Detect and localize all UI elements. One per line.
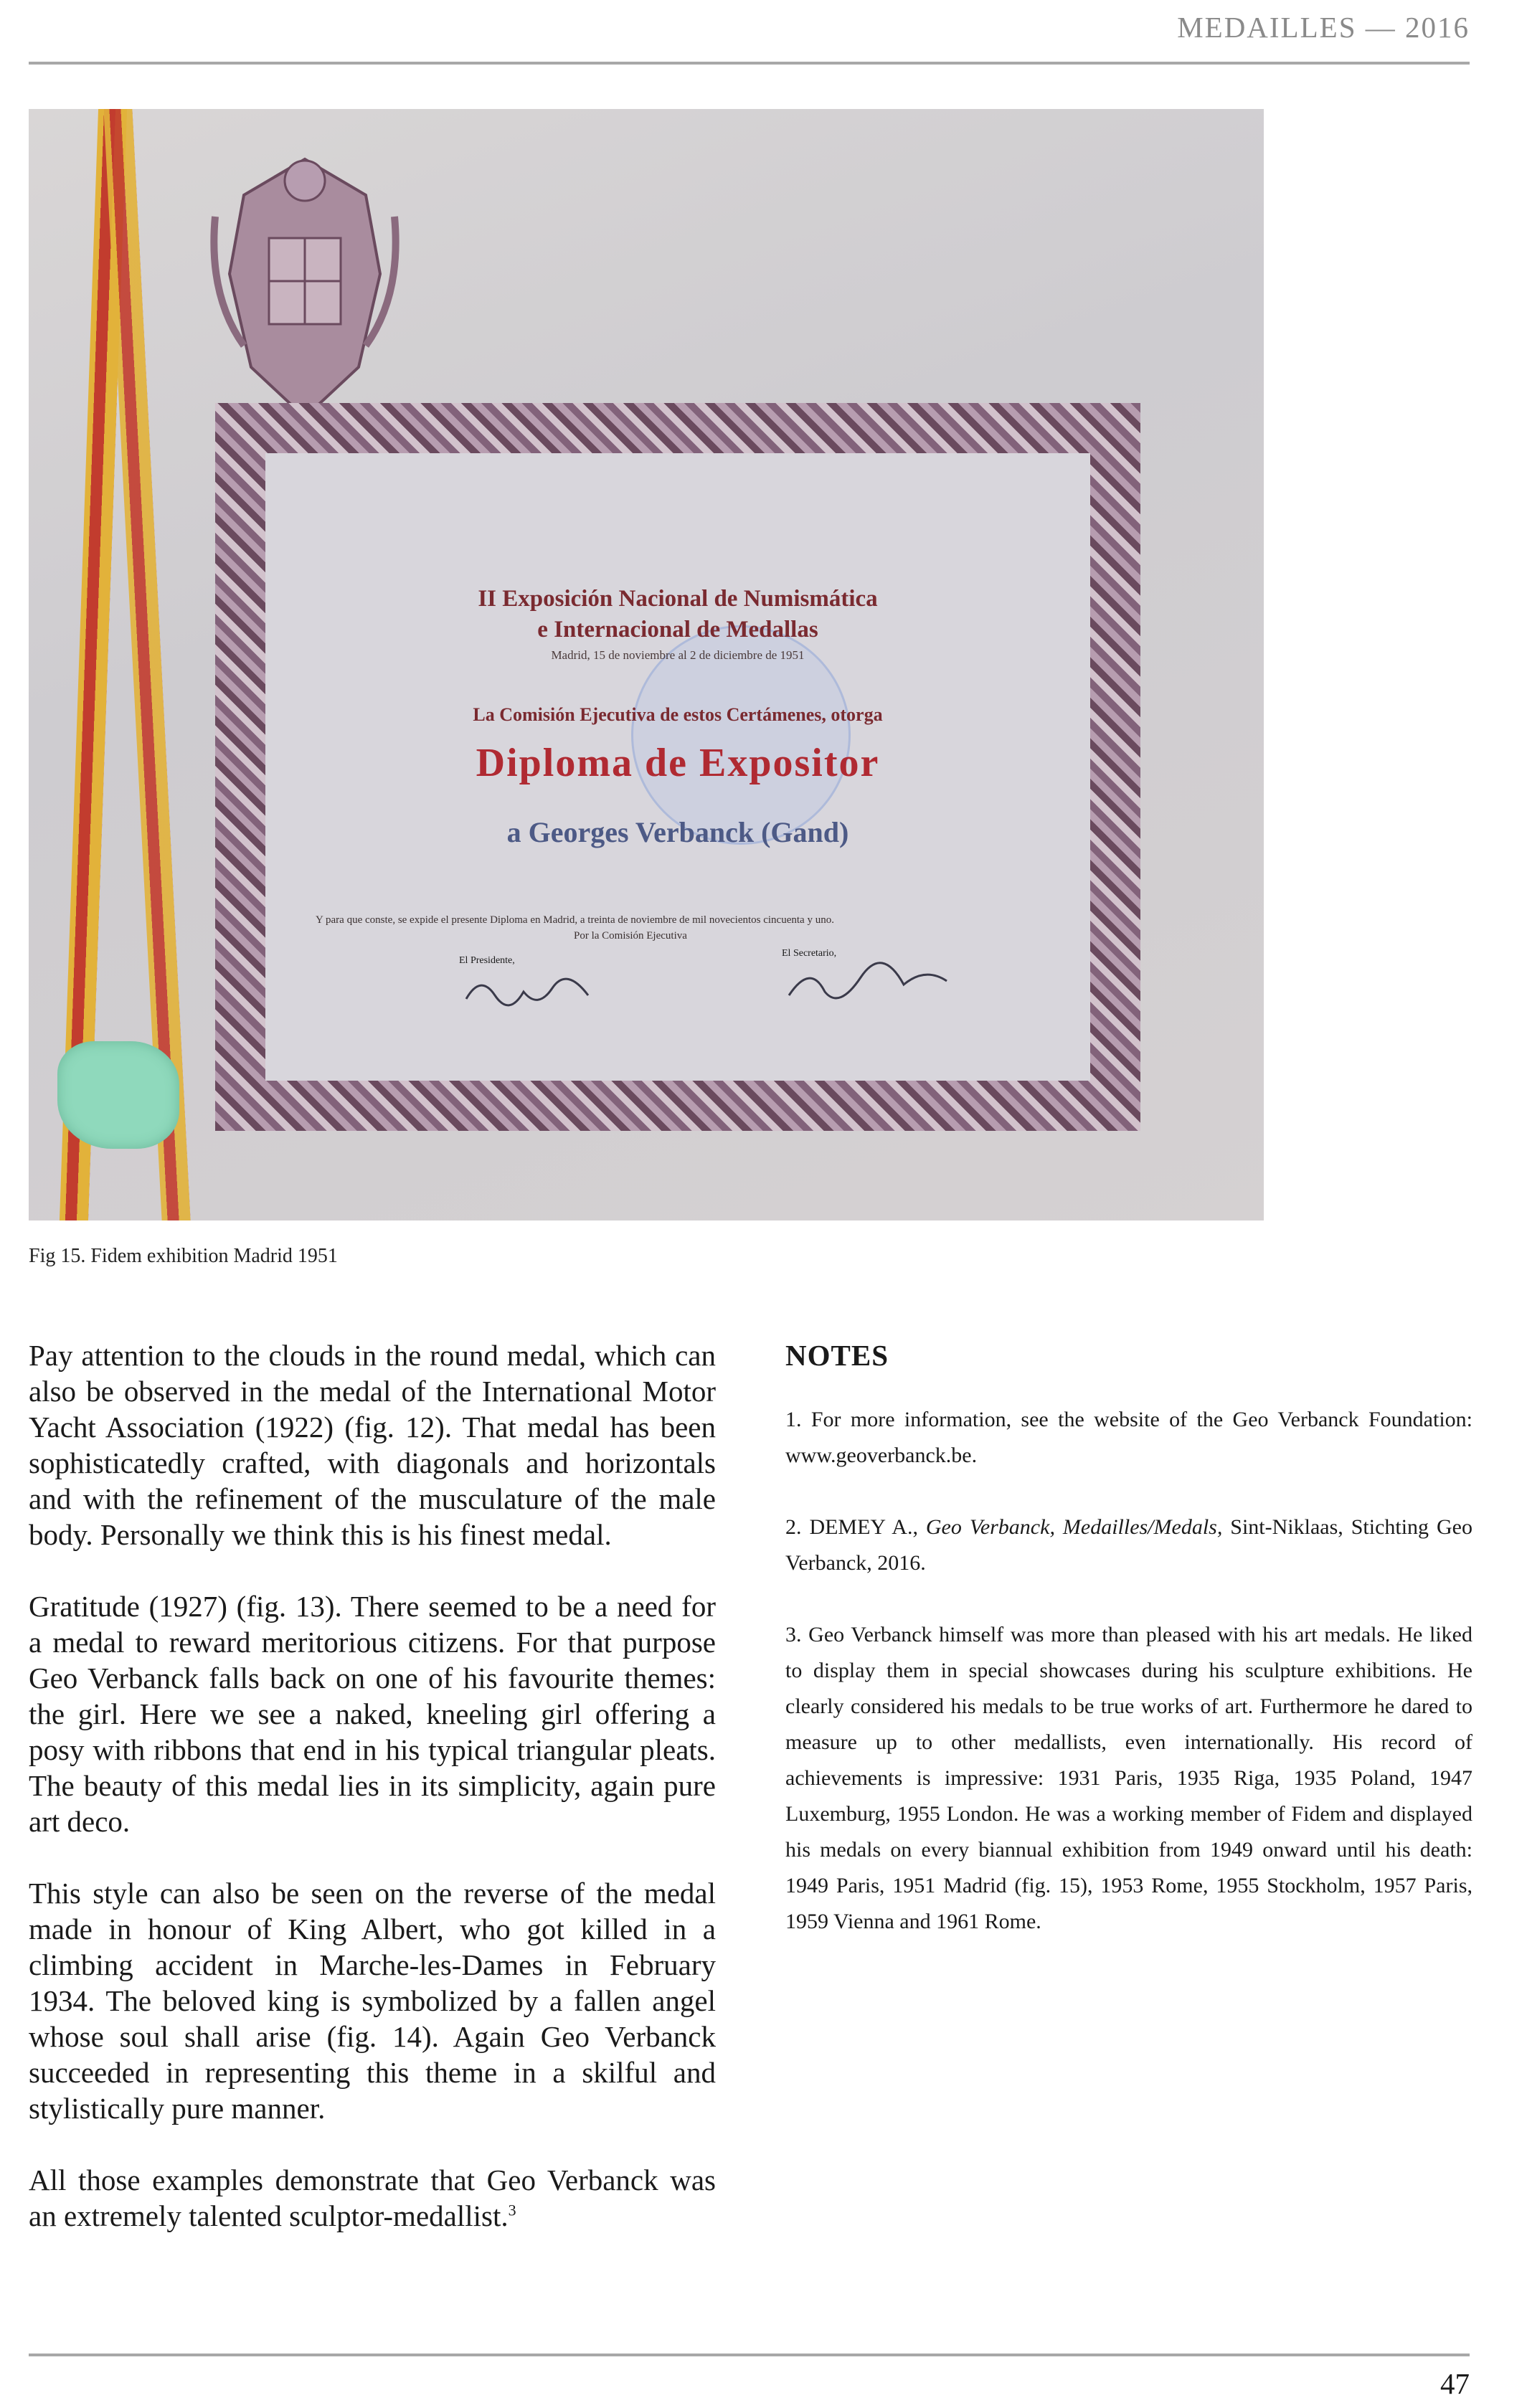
diploma-grant-line: La Comisión Ejecutiva de estos Certámenes, otorga — [473, 704, 883, 725]
page-number: 47 — [1440, 2367, 1470, 2400]
note-1: 1. For more information, see the website of the Geo Verbanck Foundation: www.geoverbanck.be. — [785, 1408, 1472, 1467]
main-text-column — [29, 1337, 716, 2270]
diploma-commission: Por la Comisión Ejecutiva — [574, 930, 687, 942]
signature-right-label: El Secretario, — [782, 948, 837, 959]
signature-left — [459, 955, 631, 1020]
diploma-title-line-1: II Exposición Nacional de Numismática — [478, 586, 878, 612]
note-3: 3. Geo Verbanck himself was more than pleased with his art medals. He liked to display them in special showcases during his sculpture exhibitions. He clearly considered his medals to be true works of art. Furthermore he dared to measure up to other medallists, even internationally. His record of achievements is impressive: 1931 Paris, 1935 Riga, 1935 Poland, 1947 Luxemburg, 1955 London. He was a working member of Fidem and displayed his medals on every biannual exhibition from 1949 onward until his death: 1949 Paris, 1951 Madrid (fig. 15), 1953 Rome, 1955 Stockholm, 1957 Paris, 1959 Vienna and 1961 Rome. — [785, 1623, 1472, 1933]
signature-right — [782, 948, 954, 1013]
note-2-author: 2. DEMEY A., — [785, 1515, 926, 1539]
paragraph-2: Gratitude (1927) (fig. 13). There seemed to be a need for a medal to reward meritorious citizens. For that purpose Geo Verbanck falls back on one of his favourite themes: the girl. Here we see a naked, kneeling girl offering a posy with ribbons that end in his typical triangular pleats. The beauty of this medal lies in its simplicity, again pure art deco. — [29, 1590, 716, 1838]
paragraph-4 — [29, 2162, 716, 2234]
diploma-statement — [316, 912, 1040, 944]
wax-seal — [57, 1041, 179, 1149]
signature-left-label: El Presidente, — [459, 955, 515, 966]
diploma-sheet — [265, 453, 1090, 1081]
coat-of-arms-icon — [201, 131, 409, 432]
footnote-ref-3: 3 — [508, 2201, 516, 2219]
footer-rule — [29, 2354, 1470, 2356]
diploma-recipient: a Georges Verbanck (Gand) — [506, 816, 849, 848]
note-2-publisher: Sint-Niklaas, Stichting Geo Verbanck, 2016. — [785, 1515, 1472, 1575]
page-header — [29, 0, 1470, 65]
diploma-heading: Diploma de Expositor — [476, 741, 880, 785]
running-title: MEDAILLES — 2016 — [1177, 11, 1470, 44]
paragraph-1: Pay attention to the clouds in the round medal, which can also be observed in the medal of the International Motor Yacht Association (1922) (fig. 12). That medal has been sophisticatedly crafted, with diagonals and horizontals and with the refinement of the musculature of the male body. Personally we think this is his finest medal. — [29, 1339, 716, 1551]
note-2 — [785, 1509, 1472, 1581]
figure-caption: Fig 15. Fidem exhibition Madrid 1951 — [29, 1245, 338, 1267]
diploma-photo — [29, 109, 1264, 1220]
notes-column — [785, 1337, 1472, 1976]
diploma-title-line-2: e Internacional de Medallas — [537, 617, 818, 643]
paragraph-3: This style can also be seen on the reverse of the medal made in honour of King Albert, who got killed in a climbing accident in Marche-les-Dames in February 1934. The beloved king is symbolized by a fallen angel whose soul shall arise (fig. 14). Again Geo Verbanck succeeded in representing this theme in a skilful and stylistically pure manner. — [29, 1877, 716, 2125]
notes-heading: NOTES — [785, 1339, 889, 1372]
diploma-statement-text: Y para que conste, se expide el presente Diploma en Madrid, a treinta de noviembre de mil novecientos cincuenta y uno. — [316, 914, 834, 926]
paragraph-4-text: All those examples demonstrate that Geo Verbanck was an extremely talented sculptor-medallist. — [29, 2163, 716, 2232]
diploma-dates: Madrid, 15 de noviembre al 2 de diciembre de 1951 — [551, 648, 805, 662]
note-2-title: Geo Verbanck, Medailles/Medals, — [925, 1515, 1223, 1539]
